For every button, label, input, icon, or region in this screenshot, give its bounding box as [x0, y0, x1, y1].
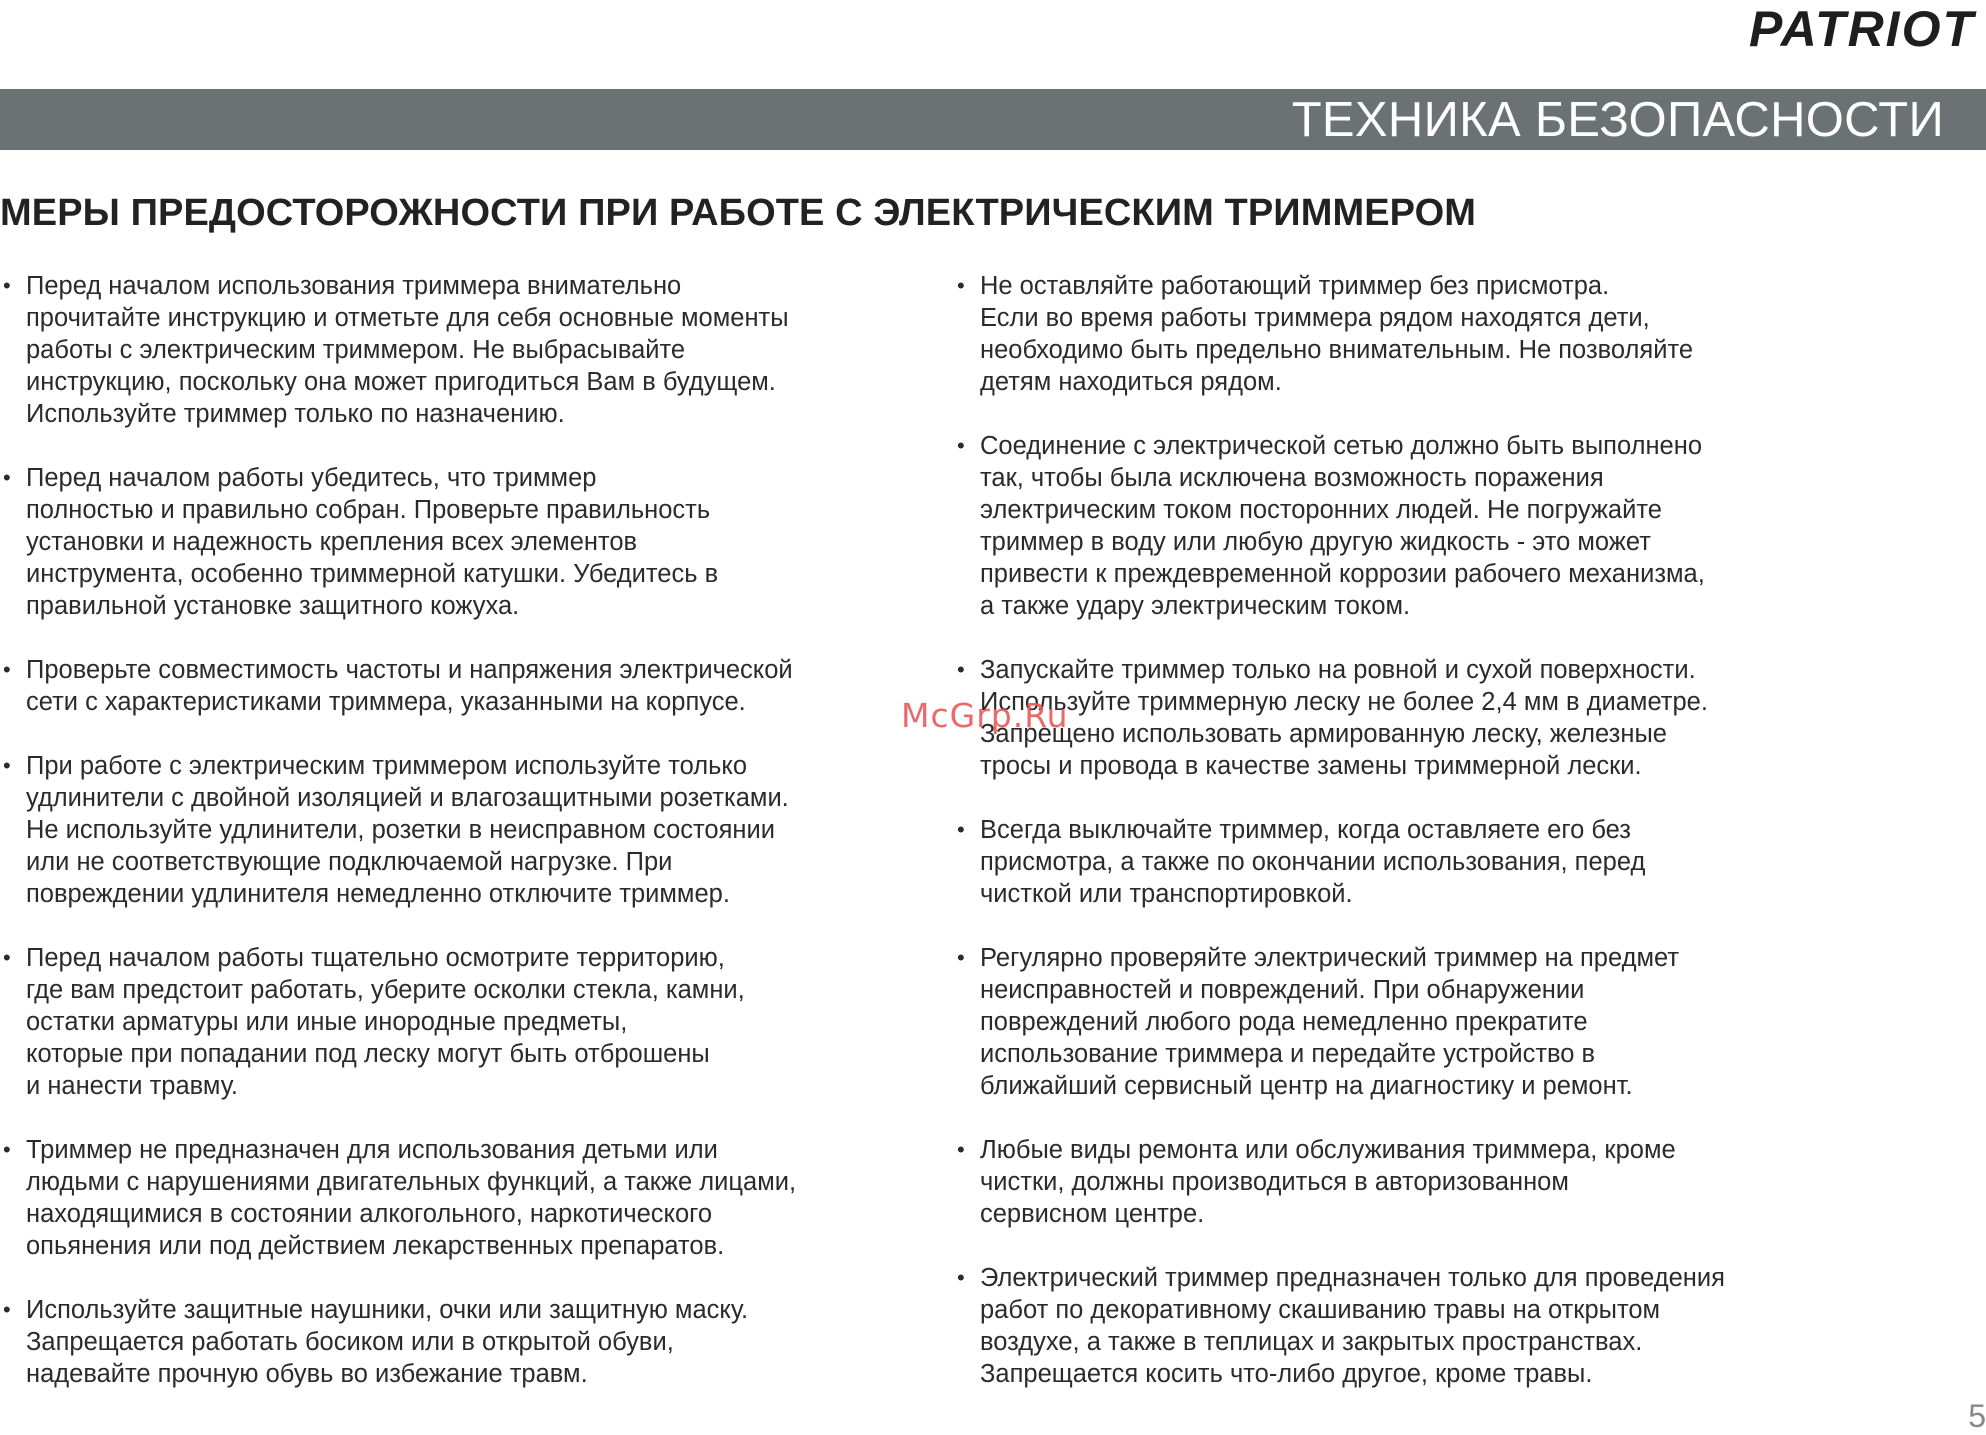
right-column-list	[954, 270, 1834, 1422]
safety-list-item	[954, 1262, 1834, 1390]
safety-item-text: Проверьте совместимость частоты и напряжения электрической сети с характеристиками триммера, указанными на корпусе.	[26, 656, 793, 716]
safety-list-item	[954, 654, 1834, 782]
safety-list-item	[0, 750, 905, 910]
safety-item-text: Используйте защитные наушники, очки или защитную маску. Запрещается работать босиком или в открытой обуви, надевайте прочную обувь во избежание травм.	[26, 1296, 749, 1388]
safety-list-item	[954, 814, 1834, 910]
bullet-icon: •	[957, 273, 965, 298]
page-number: 5	[1968, 1398, 1986, 1434]
left-column-list	[0, 270, 905, 1422]
banner-title: ТЕХНИКА БЕЗОПАСНОСТИ	[1291, 93, 1944, 147]
safety-list-item	[954, 942, 1834, 1102]
bullet-icon: •	[3, 1297, 11, 1322]
bullet-icon: •	[3, 657, 11, 682]
bullet-icon: •	[957, 1265, 965, 1290]
bullet-icon: •	[3, 753, 11, 778]
safety-item-text: Триммер не предназначен для использования детьми или людьми с нарушениями двигательных функций, а также лицами, находящимися в состоянии алкогольного, наркотического опьянения или под действием лекарственных препаратов.	[26, 1136, 797, 1260]
bullet-icon: •	[3, 273, 11, 298]
safety-list-item	[0, 462, 905, 622]
safety-list-item	[0, 270, 905, 430]
safety-list-item	[0, 1294, 905, 1390]
safety-item-text: Запускайте триммер только на ровной и сухой поверхности. Используйте триммерную леску не более 2,4 мм в диаметре. Запрещено использовать армированную леску, железные тросы и провода в качестве замены триммерной лески.	[980, 656, 1708, 780]
safety-list-item	[0, 654, 905, 718]
bullet-icon: •	[957, 657, 965, 682]
svg-text:PATRIOT: PATRIOT	[1748, 2, 1975, 54]
bullet-icon: •	[3, 1137, 11, 1162]
safety-item-text: Любые виды ремонта или обслуживания триммера, кроме чистки, должны производиться в авторизованном сервисном центре.	[980, 1136, 1676, 1228]
bullet-icon: •	[3, 465, 11, 490]
safety-list-item	[0, 942, 905, 1102]
safety-item-text: Соединение с электрической сетью должно быть выполнено так, чтобы была исключена возможность поражения электрическим током посторонних людей. Не погружайте триммер в воду или любую другую жидкость - это может привести к преждевременной коррозии рабочего механизма, а также удару электрическим током.	[980, 432, 1705, 620]
bullet-icon: •	[957, 1137, 965, 1162]
safety-list-item	[954, 1134, 1834, 1230]
safety-list-item	[954, 270, 1834, 398]
bullet-icon: •	[3, 945, 11, 970]
safety-list-item	[954, 430, 1834, 622]
safety-item-text: Регулярно проверяйте электрический триммер на предмет неисправностей и повреждений. При обнаружении повреждений любого рода немедленно прекратите использование триммера и передайте устройство в ближайший сервисный центр на диагностику и ремонт.	[980, 944, 1680, 1100]
safety-item-text: Перед началом использования триммера внимательно прочитайте инструкцию и отметьте для себя основные моменты работы с электрическим триммером. Не выбрасывайте инструкцию, поскольку она может пригодиться Вам в будущем. Используйте триммер только по назначению.	[26, 272, 789, 428]
bullet-icon: •	[957, 817, 965, 842]
bullet-icon: •	[957, 433, 965, 458]
safety-item-text: При работе с электрическим триммером используйте только удлинители с двойной изоляцией и влагозащитными розетками. Не используйте удлинители, розетки в неисправном состоянии или не соответствующие подключаемой нагрузке. При повреждении удлинителя немедленно отключите триммер.	[26, 752, 789, 908]
section-banner	[0, 89, 1986, 150]
safety-item-text: Перед началом работы убедитесь, что триммер полностью и правильно собран. Проверьте правильность установки и надежность крепления всех элементов инструмента, особенно триммерной катушки. Убедитесь в правильной установке защитного кожуха.	[26, 464, 719, 620]
safety-item-text: Перед началом работы тщательно осмотрите территорию, где вам предстоит работать, уберите осколки стекла, камни, остатки арматуры или иные инородные предметы, которые при попадании под леску могут быть отброшены и нанести травму.	[26, 944, 745, 1100]
safety-item-text: Не оставляйте работающий триммер без присмотра. Если во время работы триммера рядом находятся дети, необходимо быть предельно внимательным. Не позволяйте детям находиться рядом.	[980, 272, 1694, 396]
patriot-logo	[1620, 2, 1980, 54]
safety-item-text: Электрический триммер предназначен только для проведения работ по декоративному скашиванию травы на открытом воздухе, а также в теплицах и закрытых пространствах. Запрещается косить что-либо другое, кроме травы.	[980, 1264, 1725, 1388]
safety-list-item	[0, 1134, 905, 1262]
watermark: McGrp.Ru	[901, 696, 1069, 735]
bullet-icon: •	[957, 945, 965, 970]
page-heading: МЕРЫ ПРЕДОСТОРОЖНОСТИ ПРИ РАБОТЕ С ЭЛЕКТРИЧЕСКИМ ТРИММЕРОМ	[0, 192, 1477, 234]
safety-item-text: Всегда выключайте триммер, когда оставляете его без присмотра, а также по окончании использования, перед чисткой или транспортировкой.	[980, 816, 1646, 908]
